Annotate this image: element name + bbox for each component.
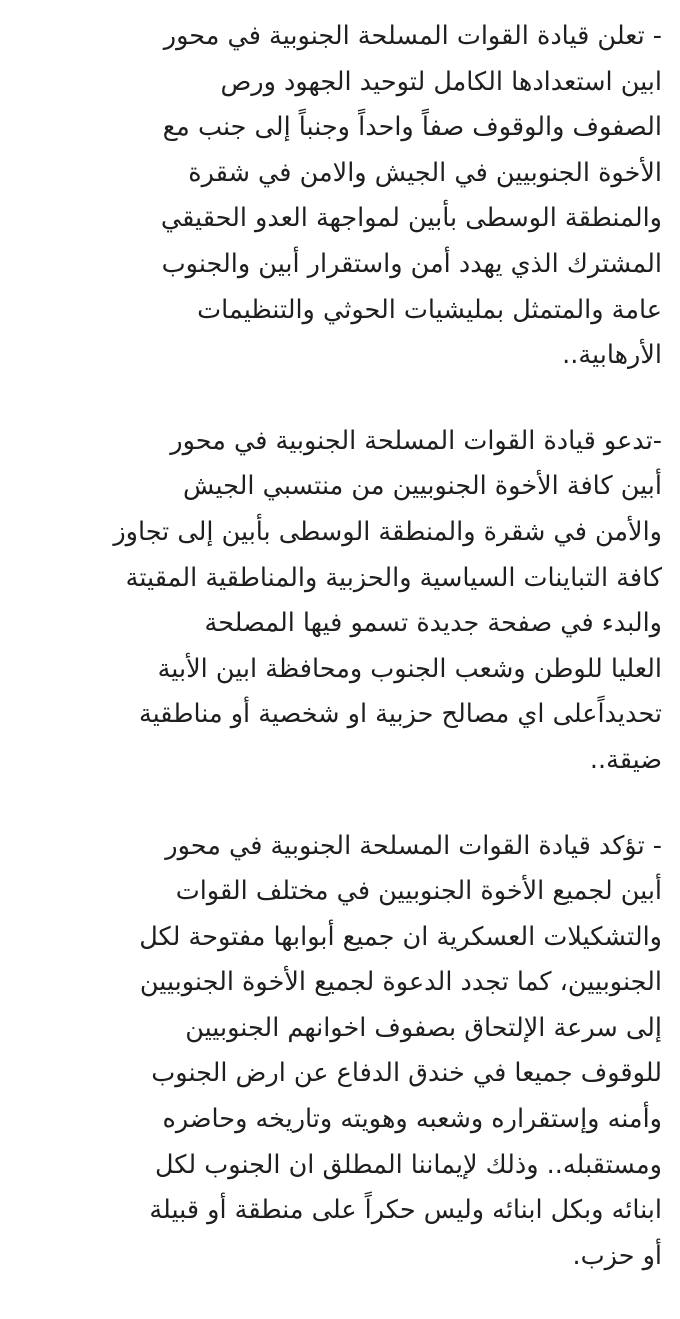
text-line: كافة التباينات السياسية والحزبية والمناطقية المقيتة bbox=[125, 562, 662, 593]
text-line: إلى سرعة الإلتحاق بصفوف اخوانهم الجنوبيين bbox=[185, 1012, 662, 1043]
text-line: وأمنه وإستقراره وشعبه وهويته وتاريخه وحاضره bbox=[162, 1104, 662, 1135]
text-line: ومستقبله.. وذلك لإيماننا المطلق ان الجنوب لكل bbox=[155, 1149, 662, 1180]
paragraph-call bbox=[16, 419, 662, 784]
text-line: الجنوبيين، كما تجدد الدعوة لجميع الأخوة الجنوبيين bbox=[139, 967, 662, 998]
text-line: للوقوف جميعا في خندق الدفاع عن ارض الجنوب bbox=[151, 1058, 662, 1089]
text-line: الأرهابية.. bbox=[562, 340, 662, 371]
text-line: العليا للوطن وشعب الجنوب ومحافظة ابين الأبية bbox=[157, 653, 662, 684]
text-line: - تؤكد قيادة القوات المسلحة الجنوبية في محور bbox=[165, 830, 662, 861]
text-line: والمنطقة الوسطى بأبين لمواجهة العدو الحقيقي bbox=[160, 203, 662, 234]
paragraph-announcement bbox=[16, 14, 662, 379]
text-line: تحديداًعلى اي مصالح حزبية او شخصية أو مناطقية bbox=[138, 699, 662, 730]
text-line: والأمن في شقرة والمنطقة الوسطى بأبين إلى تجاوز bbox=[113, 516, 662, 547]
text-line: أبين كافة الأخوة الجنوبيين من منتسبي الجيش bbox=[182, 471, 662, 502]
paragraph-affirmation bbox=[16, 824, 662, 1280]
text-line: الأخوة الجنوبيين في الجيش والامن في شقرة bbox=[188, 157, 662, 188]
text-line: ابين استعدادها الكامل لتوحيد الجهود ورص bbox=[220, 66, 662, 97]
text-line: والبدء في صفحة جديدة تسمو فيها المصلحة bbox=[204, 608, 662, 639]
text-line: - تعلن قيادة القوات المسلحة الجنوبية في محور bbox=[163, 21, 662, 51]
text-line: أبين لجميع الأخوة الجنوبيين في مختلف القوات bbox=[175, 876, 662, 907]
text-line: المشترك الذي يهدد أمن واستقرار أبين والجنوب bbox=[161, 248, 662, 279]
message-body bbox=[16, 14, 662, 1319]
text-line: ضيقة.. bbox=[589, 744, 662, 775]
text-line: أو حزب. bbox=[572, 1240, 662, 1271]
text-line: -تدعو قيادة القوات المسلحة الجنوبية في محور bbox=[170, 425, 662, 456]
text-line: الصفوف والوقوف صفاً واحداً وجنباً إلى جنب مع bbox=[162, 112, 662, 143]
text-line: عامة والمتمثل بمليشيات الحوثي والتنظيمات bbox=[197, 294, 662, 325]
text-line: ابنائه وبكل ابنائه وليس حكراً على منطقة أو قبيلة bbox=[149, 1195, 662, 1226]
text-line: والتشكيلات العسكرية ان جميع أبوابها مفتوحة لكل bbox=[139, 921, 662, 952]
